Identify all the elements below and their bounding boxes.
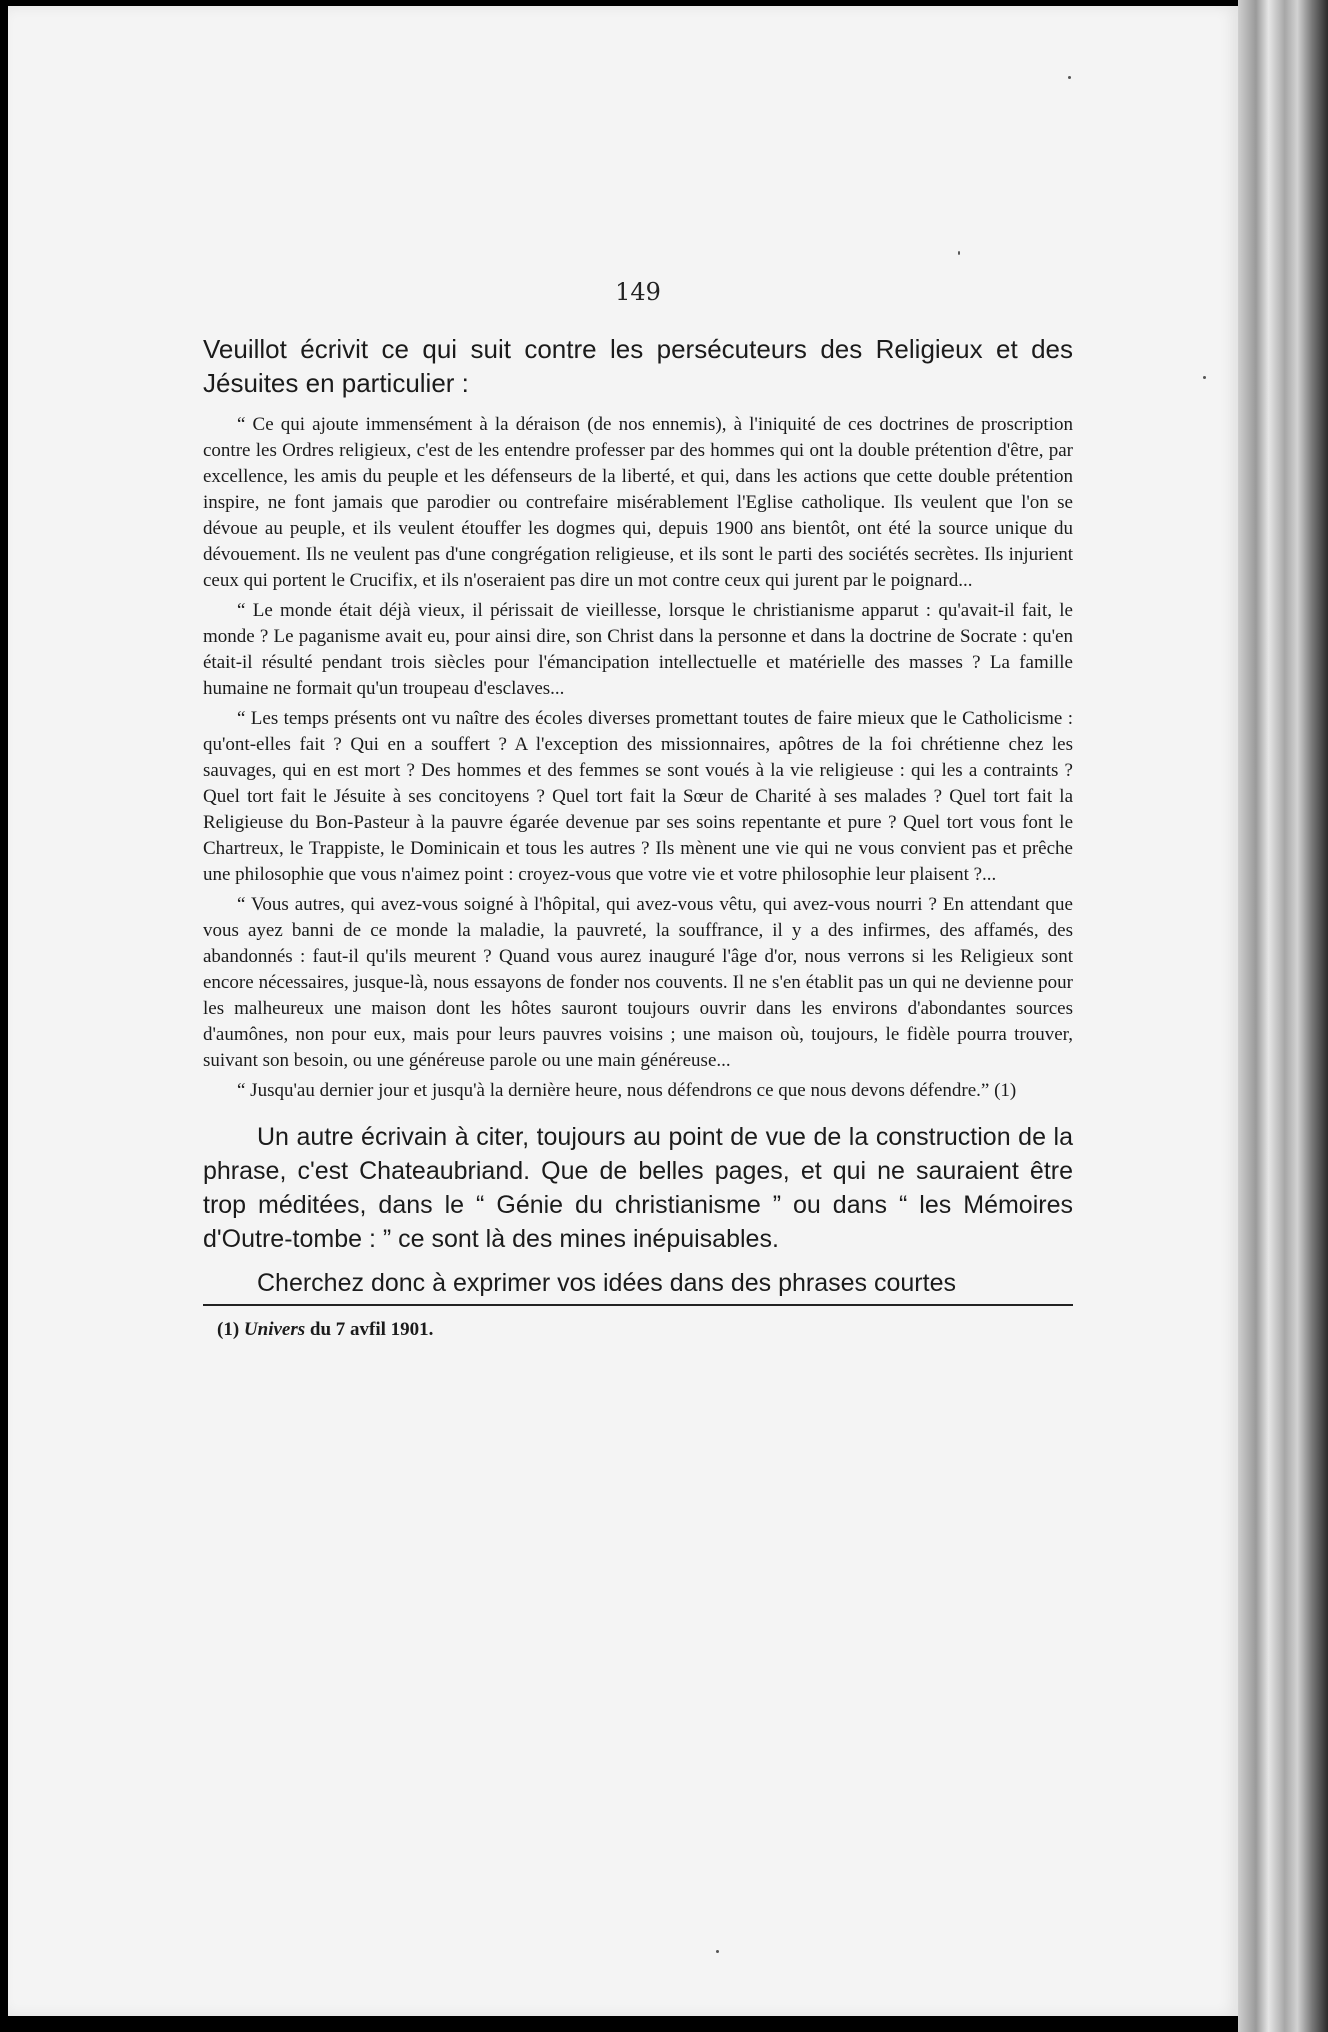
body-paragraph: Cherchez donc à exprimer vos idées dans des phrases courtes [203,1266,1073,1306]
quote-paragraph: “ Jusqu'au dernier jour et jusqu'à la dernière heure, nous défendrons ce que nous devons défendre.” (1) [237,1080,1017,1101]
quote-paragraph: “ Le monde était déjà vieux, il périssait de vieillesse, lorsque le christianisme apparut : qu'avait-il fait, le monde ? Le paganisme avait eu, pour ainsi dire, son Christ dans la personne et dans la doctrine de Socrate : qu'en était-il résulté pendant trois siècles pour l'émancipation intellectuelle et matérielle des masses ? La famille humaine ne formait qu'un troupeau d'esclaves... [203,600,1073,699]
paper-speck [958,251,960,255]
paper-speck [1068,76,1071,79]
quote-paragraph: “ Les temps présents ont vu naître des écoles diverses promettant toutes de faire mieux que le Catholicisme : qu'ont-elles fait ? Qui en a souffert ? A l'exception des missionnaires, apôtres de la foi chrétienne chez les sauvages, qui en est mort ? Des hommes et des femmes se sont voués à la vie religieuse : qui les a contraints ? Quel tort fait le Jésuite à ses concitoyens ? Quel tort fait la Sœur de Charité à ses malades ? Quel tort fait la Religieuse du Bon-Pasteur à la pauvre égarée devenue par ses soins repentante et pure ? Quel tort vous font le Chartreux, le Trappiste, le Dominicain et tous les autres ? Ils mènent une vie qui ne vous convient pas et prêche une philosophie que vous n'aimez point : croyez-vous que votre vie et votre philosophie leur plaisent ?... [203,708,1073,885]
page-content [203,278,1073,1342]
paper-speck [1203,376,1206,379]
book-page-edge [1238,0,1328,2032]
paper-speck [716,1950,719,1953]
intro-paragraph: Veuillot écrivit ce qui suit contre les persécuteurs des Religieux et des Jésuites en particulier : [203,334,1073,398]
footnote-date: du 7 avfil 1901. [305,1319,434,1340]
footnote [203,1318,1073,1342]
footnote-marker: (1) [217,1319,240,1340]
book-page [8,6,1238,2016]
body-text [203,1120,1073,1306]
page-number: 149 [615,278,661,306]
quote-paragraph: “ Ce qui ajoute immensément à la déraison (de nos ennemis), à l'iniquité de ces doctrines de proscription contre les Ordres religieux, c'est de les entendre professer par des hommes qui ont la double prétention d'être, par excellence, les amis du peuple et les défenseurs de la liberté, et qui, dans les actions que cette double prétention inspire, ne font jamais que parodier ou contrefaire misérablement l'Eglise catholique. Ils veulent que l'on se dévoue au peuple, et ils veulent étouffer les dogmes qui, depuis 1900 ans bientôt, ont été la source unique du dévouement. Ils ne veulent pas d'une congrégation religieuse, et ils sont le parti des sociétés secrètes. Ils injurient ceux qui portent le Crucifix, et ils n'oseraient pas dire un mot contre ceux qui jurent par le poignard... [203,414,1073,591]
footnote-source: Univers [243,1319,306,1340]
veuillot-quotation [203,412,1073,1104]
quote-paragraph: “ Vous autres, qui avez-vous soigné à l'hôpital, qui avez-vous vêtu, qui avez-vous nourri ? En attendant que vous ayez banni de ce monde la maladie, la pauvreté, la souffrance, il y a des infirmes, des affamés, des abandonnés : faut-il qu'ils meurent ? Quand vous aurez inauguré l'âge d'or, nous verrons si les Religieux sont encore nécessaires, jusque-là, nous essayons de fonder nos couvents. Il ne s'en établit pas un qui ne devienne pour les malheureux une maison dont les hôtes sauront toujours ouvrir dans les environs d'abondantes sources d'aumônes, non pour eux, mais pour leurs pauvres voisins ; une maison où, toujours, le fidèle pourra trouver, suivant son besoin, ou une généreuse parole ou une main généreuse... [203,894,1073,1071]
body-paragraph: Un autre écrivain à citer, toujours au point de vue de la construction de la phrase, c'est Chateaubriand. Que de belles pages, et qui ne sauraient être trop méditées, dans le “ Génie du christianisme ” ou dans “ les Mémoires d'Outre-tombe : ” ce sont là des mines inépuisables. [203,1123,1073,1253]
